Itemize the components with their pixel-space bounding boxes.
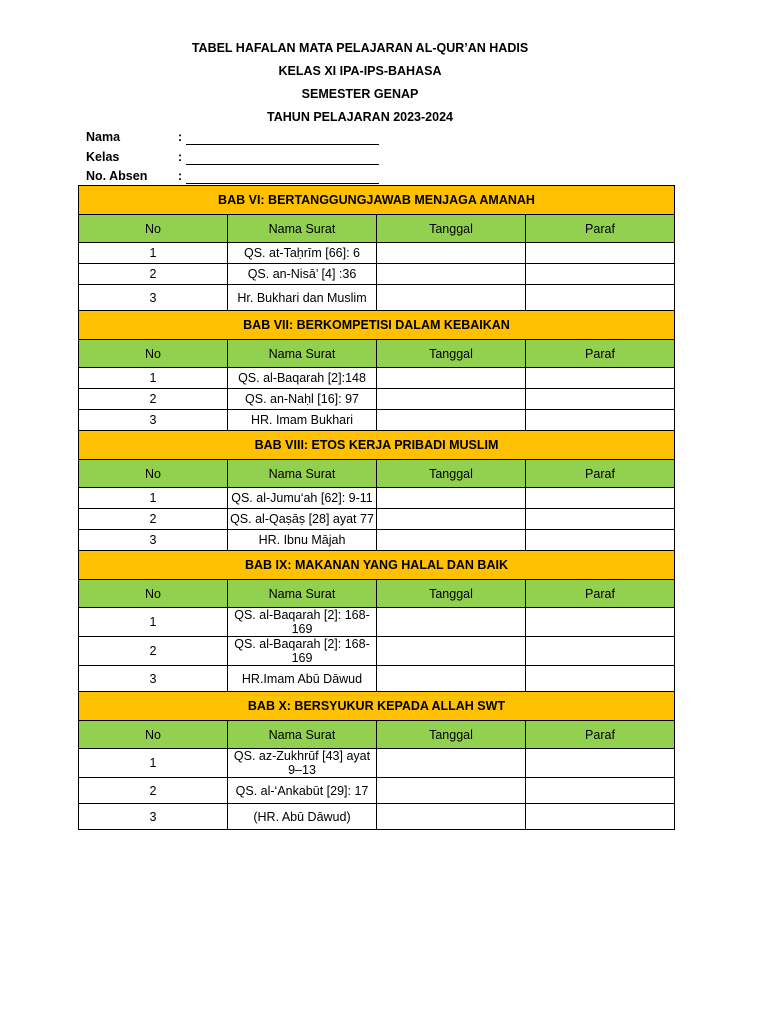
col-name: Nama Surat [228,340,377,368]
class-line: KELAS XI IPA-IPS-BAHASA [278,64,442,78]
table-row [79,488,675,509]
class-colon: : [178,150,183,164]
row-no: 2 [79,389,228,410]
row-no: 3 [79,666,228,692]
section-title: BAB VI: BERTANGGUNGJAWAB MENJAGA AMANAH [79,186,675,215]
date-cell[interactable] [377,368,526,389]
signature-cell[interactable] [526,264,675,285]
date-cell[interactable] [377,285,526,311]
row-name: HR.Imam Abū Dāwud [228,666,377,692]
date-cell[interactable] [377,637,526,666]
section-header [79,551,675,580]
signature-cell[interactable] [526,608,675,637]
date-cell[interactable] [377,804,526,830]
row-no: 2 [79,778,228,804]
row-name: HR. Ibnu Mājah [228,530,377,551]
column-header-row [79,215,675,243]
table-row [79,389,675,410]
row-no: 3 [79,530,228,551]
col-no: No [79,721,228,749]
row-name: QS. at-Taḥrīm [66]: 6 [228,243,377,264]
col-name: Nama Surat [228,721,377,749]
column-header-row [79,721,675,749]
table-row [79,264,675,285]
table-row [79,749,675,778]
signature-cell[interactable] [526,666,675,692]
table-row [79,368,675,389]
table-row [79,509,675,530]
col-signature: Paraf [526,460,675,488]
col-no: No [79,580,228,608]
column-header-row [79,340,675,368]
col-name: Nama Surat [228,460,377,488]
signature-cell[interactable] [526,368,675,389]
row-no: 1 [79,608,228,637]
signature-cell[interactable] [526,749,675,778]
date-cell[interactable] [377,488,526,509]
row-name: HR. Imam Bukhari [228,410,377,431]
table-row [79,608,675,637]
table-row [79,530,675,551]
row-no: 3 [79,410,228,431]
col-signature: Paraf [526,340,675,368]
col-no: No [79,460,228,488]
col-date: Tanggal [377,215,526,243]
absen-blank-line[interactable] [186,183,379,184]
col-date: Tanggal [377,580,526,608]
col-date: Tanggal [377,721,526,749]
table-row [79,243,675,264]
absen-label: No. Absen [86,169,148,183]
col-date: Tanggal [377,340,526,368]
row-no: 2 [79,264,228,285]
name-blank-line[interactable] [186,144,379,145]
section-header [79,311,675,340]
date-cell[interactable] [377,530,526,551]
name-colon: : [178,130,183,144]
col-signature: Paraf [526,721,675,749]
row-no: 3 [79,285,228,311]
date-cell[interactable] [377,410,526,431]
table-row [79,637,675,666]
signature-cell[interactable] [526,243,675,264]
section-header [79,186,675,215]
col-no: No [79,215,228,243]
date-cell[interactable] [377,608,526,637]
class-blank-line[interactable] [186,164,379,165]
memorization-table [78,185,675,830]
name-label: Nama [86,130,121,144]
row-name: QS. al-Baqarah [2]: 168-169 [228,637,377,666]
date-cell[interactable] [377,749,526,778]
school-year-line: TAHUN PELAJARAN 2023-2024 [267,110,453,124]
signature-cell[interactable] [526,285,675,311]
table-row [79,778,675,804]
row-no: 1 [79,243,228,264]
section-title: BAB X: BERSYUKUR KEPADA ALLAH SWT [79,692,675,721]
signature-cell[interactable] [526,488,675,509]
row-name: QS. al-Baqarah [2]: 168-169 [228,608,377,637]
table-row [79,285,675,311]
table-row [79,666,675,692]
row-no: 3 [79,804,228,830]
signature-cell[interactable] [526,410,675,431]
document-title: TABEL HAFALAN MATA PELAJARAN AL-QUR’AN HADIS [191,41,529,55]
section-title: BAB IX: MAKANAN YANG HALAL DAN BAIK [79,551,675,580]
row-no: 2 [79,637,228,666]
section-header [79,431,675,460]
col-signature: Paraf [526,215,675,243]
column-header-row [79,580,675,608]
signature-cell[interactable] [526,509,675,530]
row-name: QS. al-Qaṣāṣ [28] ayat 77 [228,509,377,530]
signature-cell[interactable] [526,778,675,804]
date-cell[interactable] [377,509,526,530]
semester-line: SEMESTER GENAP [301,87,419,101]
date-cell[interactable] [377,264,526,285]
row-name: Hr. Bukhari dan Muslim [228,285,377,311]
table-row [79,410,675,431]
date-cell[interactable] [377,666,526,692]
col-name: Nama Surat [228,215,377,243]
row-name: QS. an-Nisā’ [4] :36 [228,264,377,285]
section-title: BAB VIII: ETOS KERJA PRIBADI MUSLIM [79,431,675,460]
row-no: 1 [79,488,228,509]
col-no: No [79,340,228,368]
signature-cell[interactable] [526,389,675,410]
row-name: QS. an-Naḥl [16]: 97 [228,389,377,410]
row-name: (HR. Abū Dāwud) [228,804,377,830]
signature-cell[interactable] [526,530,675,551]
col-signature: Paraf [526,580,675,608]
row-name: QS. al-Jumu‘ah [62]: 9-11 [228,488,377,509]
date-cell[interactable] [377,389,526,410]
col-name: Nama Surat [228,580,377,608]
row-name: QS. al-Baqarah [2]:148 [228,368,377,389]
date-cell[interactable] [377,243,526,264]
row-name: QS. az-Zukhrūf [43] ayat 9–13 [228,749,377,778]
row-name: QS. al-‘Ankabūt [29]: 17 [228,778,377,804]
row-no: 1 [79,749,228,778]
col-date: Tanggal [377,460,526,488]
row-no: 2 [79,509,228,530]
row-no: 1 [79,368,228,389]
table-row [79,804,675,830]
signature-cell[interactable] [526,637,675,666]
date-cell[interactable] [377,778,526,804]
section-header [79,692,675,721]
signature-cell[interactable] [526,804,675,830]
section-title: BAB VII: BERKOMPETISI DALAM KEBAIKAN [79,311,675,340]
class-label: Kelas [86,150,120,164]
absen-colon: : [178,169,183,183]
column-header-row [79,460,675,488]
